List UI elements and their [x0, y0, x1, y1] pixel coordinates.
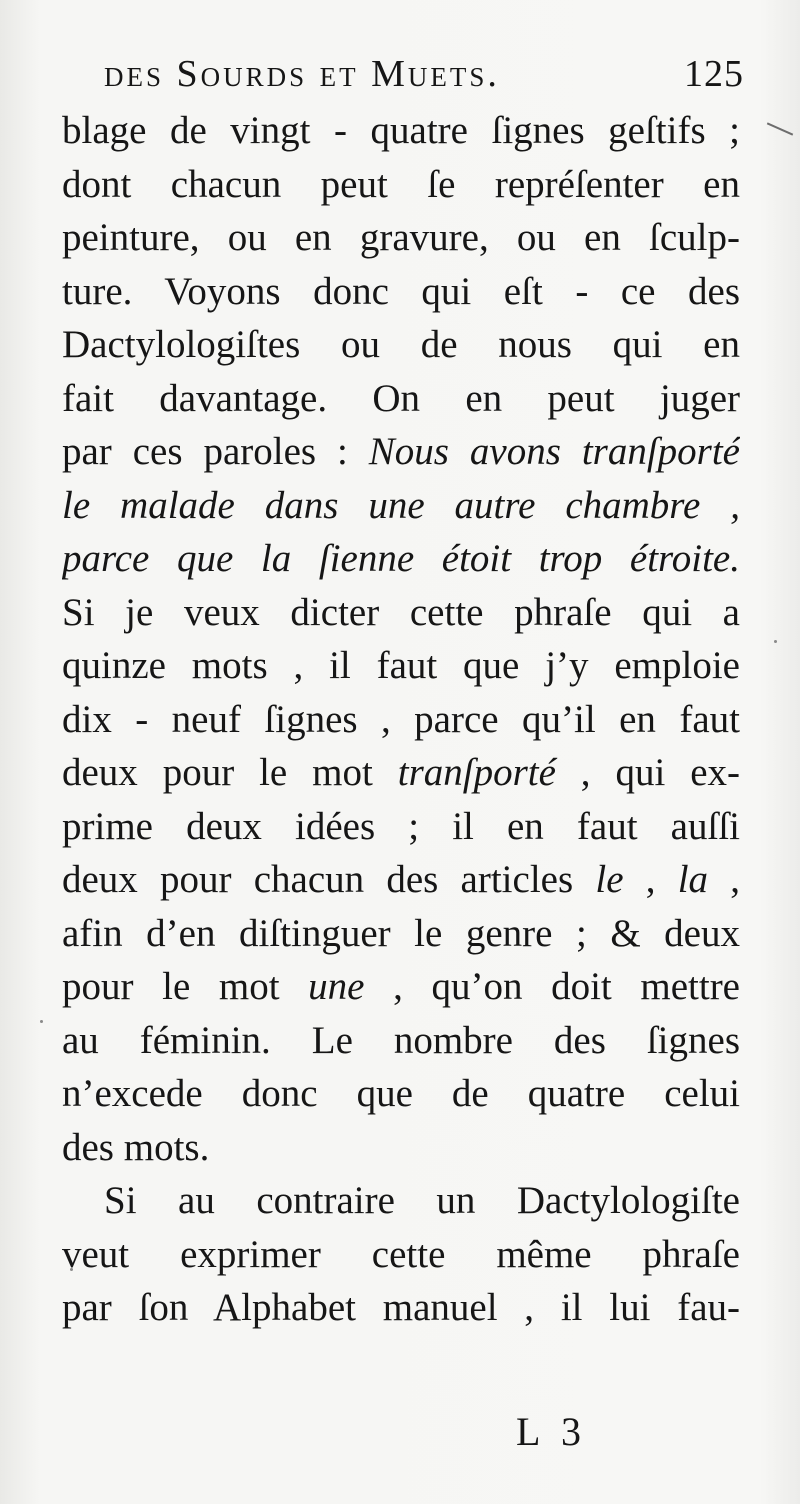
text-line: [62, 479, 740, 533]
paper-speck: [774, 640, 777, 643]
text-segment: par ſon Alphabet manuel , il lui fau-: [62, 1286, 740, 1329]
margin-mark: [767, 122, 793, 135]
text-line: [62, 158, 740, 212]
text-line: [62, 1281, 740, 1335]
text-segment: deux pour chacun des articles: [62, 858, 596, 901]
text-segment: peinture, ou en gravure, ou en ſculp-: [62, 216, 740, 259]
running-head-title: des Sourds et Muets.: [104, 53, 500, 95]
page-number: 125: [684, 53, 744, 95]
text-segment: quinze mots , il faut que j’y emploie: [62, 644, 740, 687]
italic-segment: Nous avons tranſporté: [368, 430, 740, 473]
text-segment: des mots.: [62, 1125, 210, 1169]
text-line: [62, 1228, 740, 1282]
text-segment: afin d’en diſtinguer le genre ; & deux: [62, 911, 740, 955]
text-line: [62, 265, 740, 319]
text-segment: ,: [708, 858, 740, 901]
italic-segment: tranſporté: [397, 751, 556, 794]
italic-segment: le malade dans une autre chambre ,: [62, 483, 740, 527]
body-text: [62, 104, 740, 1335]
text-segment: au féminin. Le nombre des ſignes: [62, 1018, 740, 1062]
text-segment: ,: [623, 858, 678, 901]
text-segment: pour le mot: [62, 965, 309, 1008]
text-segment: ture. Voyons donc qui eſt - ce des: [62, 269, 740, 313]
text-segment: , qu’on doit mettre: [364, 965, 740, 1008]
text-line: [62, 746, 740, 800]
signature-mark: L 3: [516, 1409, 587, 1454]
text-line: [62, 639, 740, 693]
italic-segment: la: [677, 858, 709, 901]
text-line: [62, 1121, 740, 1175]
text-line: [62, 907, 740, 961]
text-line: [62, 211, 740, 265]
text-segment: dont chacun peut ſe repréſenter en: [62, 162, 740, 206]
text-segment: fait davantage. On en peut juger: [62, 376, 740, 420]
text-line: [62, 960, 740, 1014]
running-head: [104, 52, 744, 104]
text-line: [62, 586, 740, 640]
text-line: [62, 1014, 740, 1068]
text-line: [62, 532, 740, 586]
text-line: [62, 318, 740, 372]
text-line: [62, 800, 740, 854]
text-line: [62, 1174, 740, 1228]
text-segment: deux pour le mot: [62, 751, 398, 794]
text-line: [62, 1067, 740, 1121]
text-line: [62, 425, 740, 479]
text-line: [62, 104, 740, 158]
text-segment: prime deux idées ; il en faut auſſi: [62, 804, 740, 848]
italic-segment: parce que la ſienne étoit trop étroite.: [62, 537, 740, 580]
text-segment: blage de vingt - quatre ſignes geſtifs ;: [62, 109, 740, 152]
paper-speck: [40, 1020, 43, 1023]
text-line: [62, 693, 740, 747]
text-segment: dix - neuf ſignes , parce qu’il en faut: [62, 697, 740, 741]
text-line: [62, 372, 740, 426]
text-segment: , qui ex-: [555, 751, 740, 794]
italic-segment: le: [595, 858, 624, 901]
text-segment: Si au contraire un Dactylologiſte: [104, 1179, 740, 1222]
text-segment: veut exprimer cette même phraſe: [62, 1232, 740, 1276]
text-segment: n’excede donc que de quatre celui: [62, 1072, 740, 1115]
text-segment: par ces paroles :: [62, 430, 369, 473]
text-line: [62, 853, 740, 907]
italic-segment: une: [308, 965, 365, 1008]
text-segment: Dactylologiſtes ou de nous qui en: [62, 323, 740, 366]
text-segment: Si je veux dicter cette phraſe qui a: [62, 590, 740, 634]
